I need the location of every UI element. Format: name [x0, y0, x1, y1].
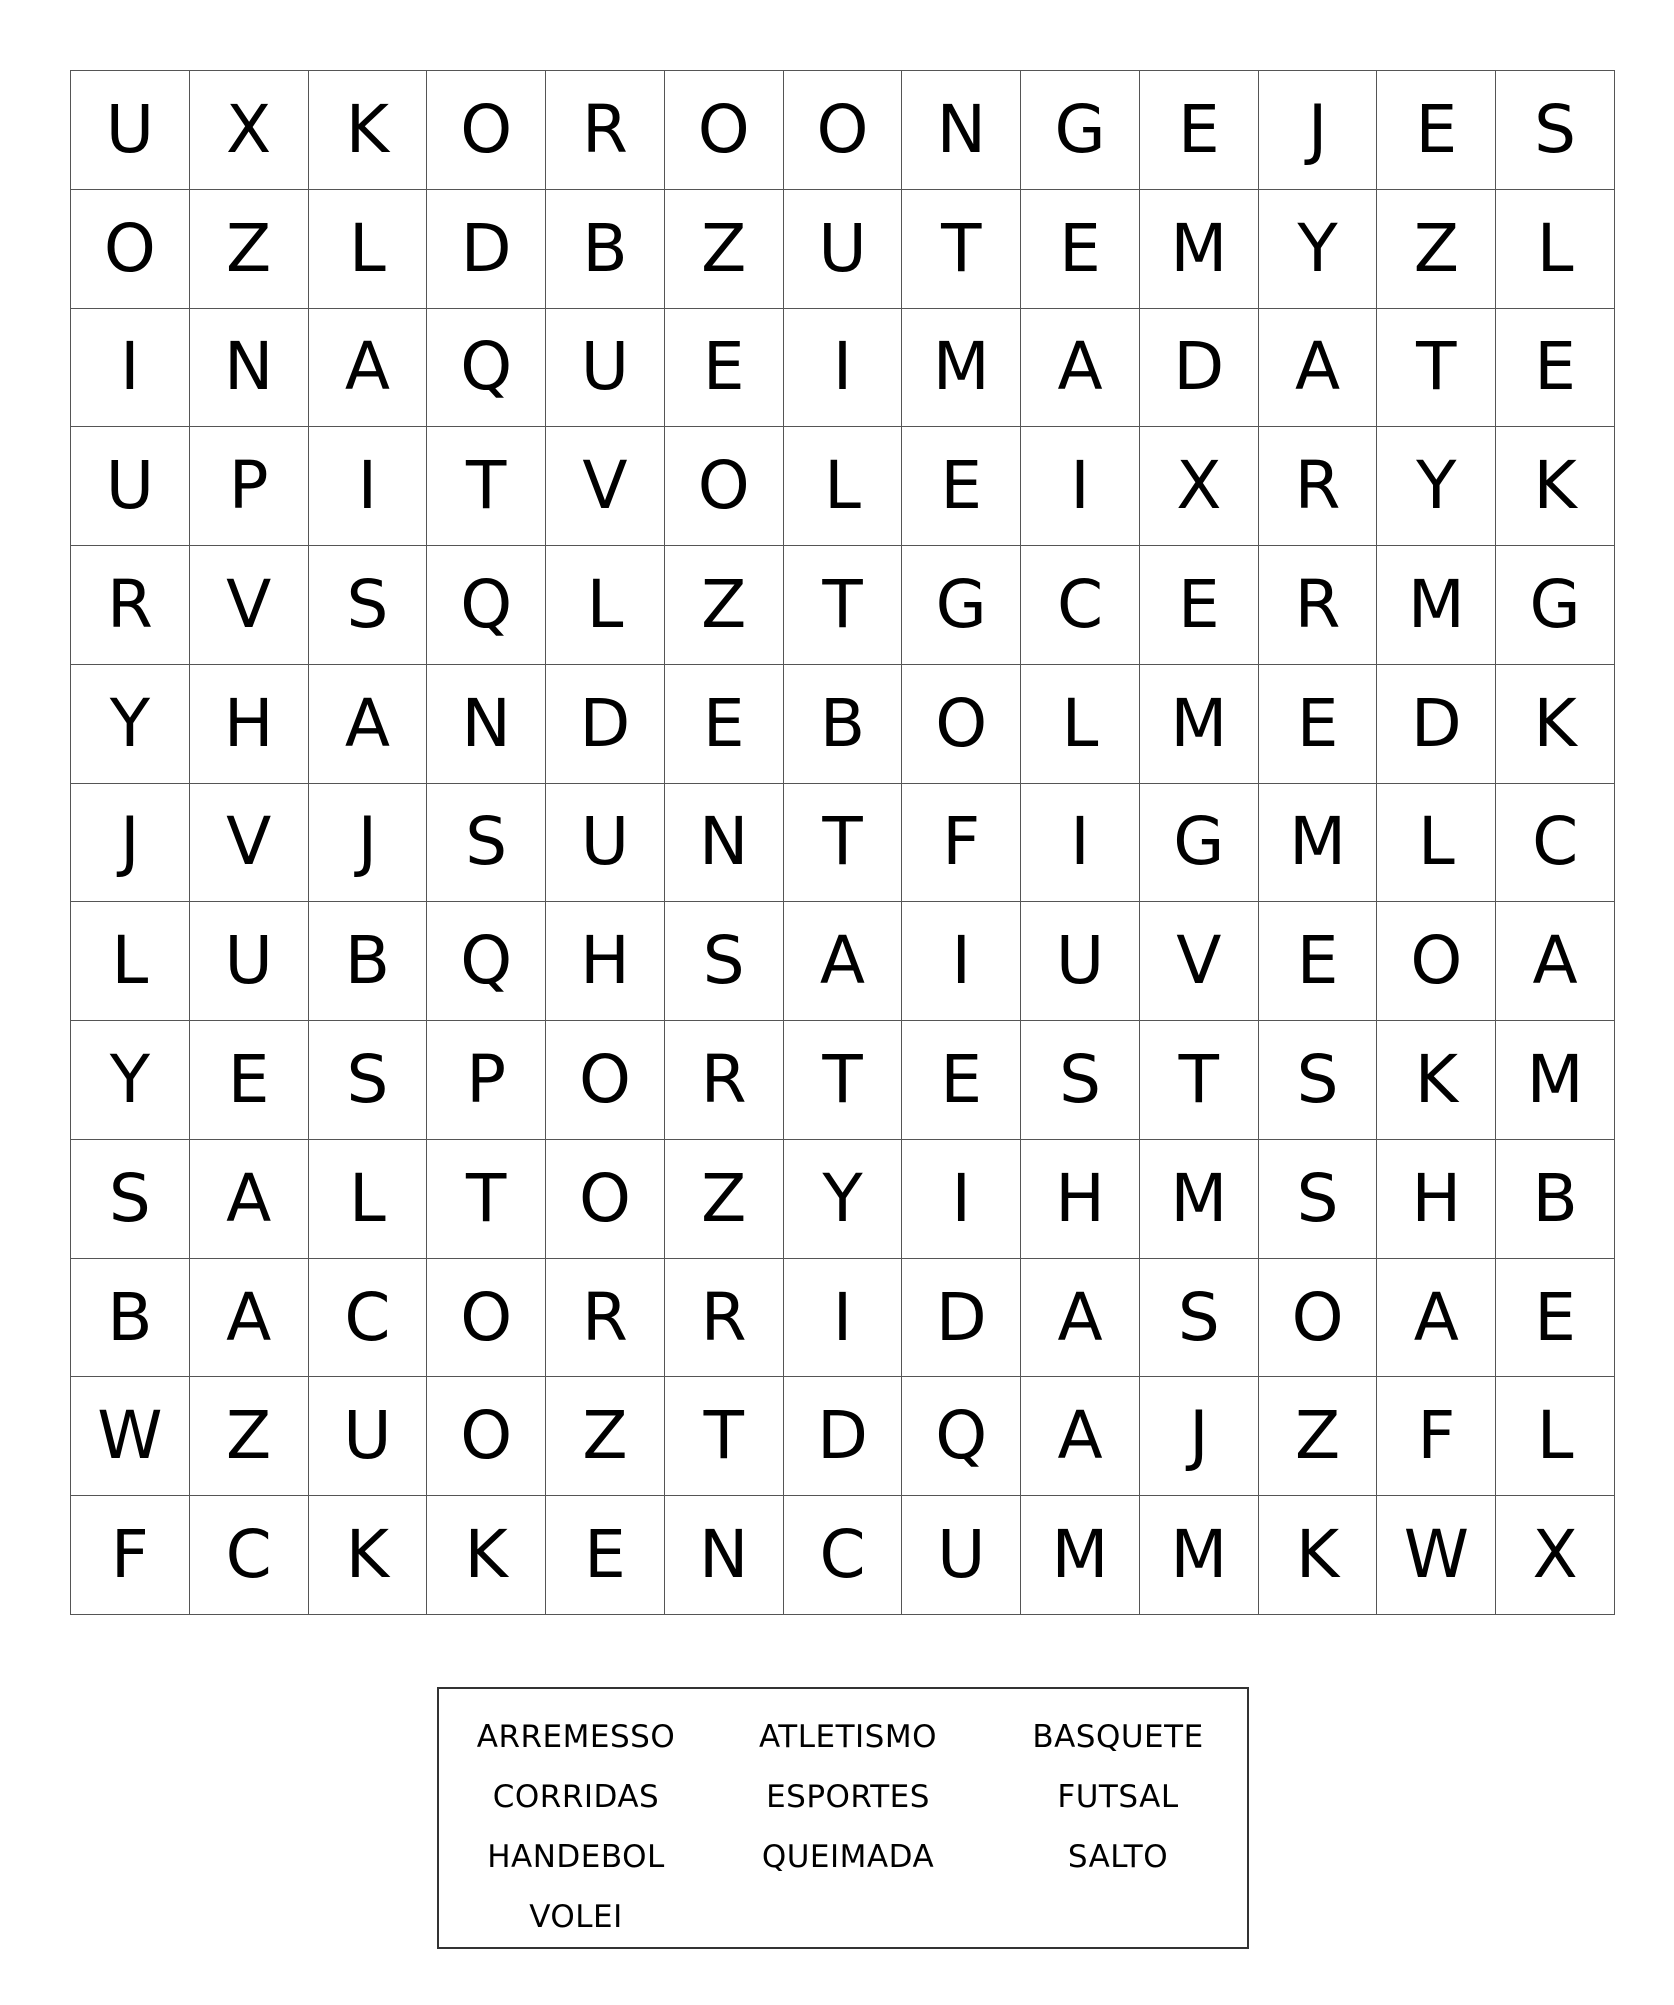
grid-cell[interactable]: L — [309, 1140, 428, 1259]
grid-cell[interactable]: I — [71, 309, 190, 428]
grid-cell[interactable]: T — [427, 427, 546, 546]
grid-cell[interactable]: Z — [1377, 190, 1496, 309]
grid-cell[interactable]: W — [1377, 1496, 1496, 1615]
grid-cell[interactable]: R — [1259, 546, 1378, 665]
word-list-item: HANDEBOL — [487, 1839, 665, 1875]
grid-cell[interactable]: S — [665, 902, 784, 1021]
grid-cell[interactable]: D — [427, 190, 546, 309]
grid-cell[interactable]: H — [1021, 1140, 1140, 1259]
grid-cell[interactable]: K — [1377, 1021, 1496, 1140]
grid-cell[interactable]: K — [1496, 665, 1615, 784]
grid-cell[interactable]: F — [902, 784, 1021, 903]
grid-cell[interactable]: N — [427, 665, 546, 784]
grid-cell[interactable]: A — [309, 665, 428, 784]
word-list-item: FUTSAL — [1057, 1779, 1179, 1815]
grid-cell[interactable]: N — [190, 309, 309, 428]
grid-cell[interactable]: K — [1496, 427, 1615, 546]
grid-cell[interactable]: E — [1140, 71, 1259, 190]
grid-cell[interactable]: I — [1021, 427, 1140, 546]
grid-cell[interactable]: A — [1021, 1377, 1140, 1496]
grid-cell[interactable]: I — [784, 309, 903, 428]
grid-cell[interactable]: O — [784, 71, 903, 190]
grid-cell[interactable]: Z — [190, 190, 309, 309]
grid-cell[interactable]: O — [427, 1259, 546, 1378]
grid-cell[interactable]: Q — [427, 309, 546, 428]
grid-cell[interactable]: O — [1259, 1259, 1378, 1378]
grid-cell[interactable]: J — [1259, 71, 1378, 190]
grid-cell[interactable]: S — [309, 1021, 428, 1140]
grid-cell[interactable]: G — [1496, 546, 1615, 665]
grid-cell[interactable]: C — [784, 1496, 903, 1615]
grid-cell[interactable]: M — [1021, 1496, 1140, 1615]
grid-cell[interactable]: Q — [902, 1377, 1021, 1496]
grid-cell[interactable]: T — [427, 1140, 546, 1259]
grid-cell[interactable]: I — [902, 902, 1021, 1021]
grid-cell[interactable]: X — [190, 71, 309, 190]
grid-cell[interactable]: M — [1140, 665, 1259, 784]
grid-cell[interactable]: K — [1259, 1496, 1378, 1615]
grid-cell[interactable]: Z — [546, 1377, 665, 1496]
grid-cell[interactable]: Q — [427, 546, 546, 665]
grid-cell[interactable]: M — [1140, 1496, 1259, 1615]
grid-cell[interactable]: P — [190, 427, 309, 546]
grid-cell[interactable]: A — [1021, 309, 1140, 428]
word-list-item: BASQUETE — [1032, 1719, 1204, 1755]
grid-cell[interactable]: T — [1377, 309, 1496, 428]
grid-cell[interactable]: Q — [427, 902, 546, 1021]
grid-cell[interactable]: B — [309, 902, 428, 1021]
grid-cell[interactable]: S — [427, 784, 546, 903]
grid-cell[interactable]: G — [902, 546, 1021, 665]
grid-cell[interactable]: R — [71, 546, 190, 665]
grid-cell[interactable]: I — [1021, 784, 1140, 903]
grid-cell[interactable]: I — [309, 427, 428, 546]
word-list-item: VOLEI — [529, 1899, 623, 1935]
grid-cell[interactable]: B — [784, 665, 903, 784]
grid-cell[interactable]: R — [546, 1259, 665, 1378]
grid-cell[interactable]: B — [1496, 1140, 1615, 1259]
grid-cell[interactable]: L — [1496, 190, 1615, 309]
grid-cell[interactable]: L — [71, 902, 190, 1021]
grid-cell[interactable]: M — [1140, 1140, 1259, 1259]
grid-cell[interactable]: Z — [665, 1140, 784, 1259]
grid-cell[interactable]: O — [546, 1140, 665, 1259]
grid-cell[interactable]: R — [546, 71, 665, 190]
grid-cell[interactable]: A — [190, 1259, 309, 1378]
grid-cell[interactable]: W — [71, 1377, 190, 1496]
word-list-item: ARREMESSO — [476, 1719, 676, 1755]
grid-cell[interactable]: R — [665, 1021, 784, 1140]
grid-cell[interactable]: Y — [1377, 427, 1496, 546]
grid-cell[interactable]: O — [427, 1377, 546, 1496]
grid-cell[interactable]: E — [190, 1021, 309, 1140]
grid-cell[interactable]: M — [902, 309, 1021, 428]
grid-cell[interactable]: K — [309, 1496, 428, 1615]
grid-cell[interactable]: E — [1496, 1259, 1615, 1378]
grid-cell[interactable]: U — [546, 309, 665, 428]
grid-cell[interactable]: P — [427, 1021, 546, 1140]
grid-cell[interactable]: V — [546, 427, 665, 546]
word-list-box — [437, 1687, 1249, 1949]
word-list — [439, 1707, 1247, 1947]
grid-cell[interactable]: L — [1021, 665, 1140, 784]
grid-cell[interactable]: J — [309, 784, 428, 903]
grid-cell[interactable]: O — [902, 665, 1021, 784]
grid-cell[interactable]: Y — [784, 1140, 903, 1259]
word-list-item: SALTO — [1067, 1839, 1169, 1875]
letter-grid — [70, 70, 1615, 1615]
grid-cell[interactable]: E — [1259, 902, 1378, 1021]
grid-cell[interactable]: E — [1377, 71, 1496, 190]
grid-cell[interactable]: Y — [71, 1021, 190, 1140]
grid-cell[interactable]: S — [1496, 71, 1615, 190]
grid-cell[interactable]: U — [190, 902, 309, 1021]
grid-cell[interactable]: N — [665, 784, 784, 903]
word-list-item: QUEIMADA — [761, 1839, 935, 1875]
grid-cell[interactable]: E — [1496, 309, 1615, 428]
grid-cell[interactable]: U — [71, 427, 190, 546]
grid-cell[interactable]: V — [190, 546, 309, 665]
grid-cell[interactable]: X — [1140, 427, 1259, 546]
grid-cell[interactable]: U — [784, 190, 903, 309]
grid-cell[interactable]: Y — [71, 665, 190, 784]
grid-cell[interactable]: A — [1259, 309, 1378, 428]
grid-cell[interactable]: U — [71, 71, 190, 190]
grid-cell[interactable]: H — [546, 902, 665, 1021]
grid-cell[interactable]: L — [546, 546, 665, 665]
grid-cell[interactable]: J — [1140, 1377, 1259, 1496]
grid-cell[interactable]: V — [190, 784, 309, 903]
grid-cell[interactable]: F — [1377, 1377, 1496, 1496]
grid-cell[interactable]: M — [1259, 784, 1378, 903]
grid-cell[interactable]: S — [1021, 1021, 1140, 1140]
grid-cell[interactable]: O — [427, 71, 546, 190]
grid-cell[interactable]: E — [1259, 665, 1378, 784]
grid-cell[interactable]: B — [546, 190, 665, 309]
grid-cell[interactable]: R — [665, 1259, 784, 1378]
grid-cell[interactable]: S — [71, 1140, 190, 1259]
grid-cell[interactable]: T — [1140, 1021, 1259, 1140]
grid-cell[interactable]: S — [309, 546, 428, 665]
grid-cell[interactable]: M — [1496, 1021, 1615, 1140]
grid-cell[interactable]: E — [1021, 190, 1140, 309]
grid-cell[interactable]: Z — [665, 546, 784, 665]
grid-cell[interactable]: A — [190, 1140, 309, 1259]
grid-cell[interactable]: E — [902, 1021, 1021, 1140]
grid-cell[interactable]: T — [902, 190, 1021, 309]
grid-cell[interactable]: S — [1259, 1140, 1378, 1259]
grid-cell[interactable]: A — [1377, 1259, 1496, 1378]
grid-cell[interactable]: Z — [665, 190, 784, 309]
grid-cell[interactable]: A — [309, 309, 428, 428]
grid-cell[interactable]: Z — [1259, 1377, 1378, 1496]
grid-cell[interactable]: E — [546, 1496, 665, 1615]
grid-cell[interactable]: M — [1377, 546, 1496, 665]
grid-cell[interactable]: C — [1496, 784, 1615, 903]
grid-cell[interactable]: U — [902, 1496, 1021, 1615]
grid-cell[interactable]: N — [665, 1496, 784, 1615]
grid-cell[interactable]: D — [1377, 665, 1496, 784]
grid-cell[interactable]: S — [1259, 1021, 1378, 1140]
grid-cell[interactable]: E — [665, 665, 784, 784]
grid-cell[interactable]: E — [1140, 546, 1259, 665]
grid-cell[interactable]: G — [1021, 71, 1140, 190]
grid-cell[interactable]: O — [546, 1021, 665, 1140]
word-list-item: ATLETISMO — [759, 1719, 937, 1755]
grid-cell[interactable]: L — [1496, 1377, 1615, 1496]
grid-cell[interactable]: C — [190, 1496, 309, 1615]
grid-cell[interactable]: E — [665, 309, 784, 428]
grid-cell[interactable]: N — [902, 71, 1021, 190]
grid-cell[interactable]: D — [1140, 309, 1259, 428]
grid-cell[interactable]: K — [427, 1496, 546, 1615]
grid-cell[interactable]: T — [784, 1021, 903, 1140]
grid-cell[interactable]: E — [902, 427, 1021, 546]
grid-cell[interactable]: D — [546, 665, 665, 784]
grid-cell[interactable]: L — [1377, 784, 1496, 903]
grid-cell[interactable]: K — [309, 71, 428, 190]
grid-cell[interactable]: U — [546, 784, 665, 903]
grid-cell[interactable]: O — [665, 427, 784, 546]
grid-cell[interactable]: I — [902, 1140, 1021, 1259]
word-list-item: ESPORTES — [766, 1779, 930, 1815]
grid-cell[interactable]: Z — [190, 1377, 309, 1496]
grid-cell[interactable]: X — [1496, 1496, 1615, 1615]
grid-cell[interactable]: U — [1021, 902, 1140, 1021]
grid-cell[interactable]: T — [665, 1377, 784, 1496]
grid-cell[interactable]: J — [71, 784, 190, 903]
grid-cell[interactable]: A — [784, 902, 903, 1021]
grid-cell[interactable]: D — [784, 1377, 903, 1496]
grid-cell[interactable]: U — [309, 1377, 428, 1496]
grid-cell[interactable]: F — [71, 1496, 190, 1615]
grid-cell[interactable]: O — [1377, 902, 1496, 1021]
grid-cell[interactable]: B — [71, 1259, 190, 1378]
grid-cell[interactable]: L — [309, 190, 428, 309]
grid-cell[interactable]: R — [1259, 427, 1378, 546]
grid-cell[interactable]: O — [71, 190, 190, 309]
grid-cell[interactable]: A — [1021, 1259, 1140, 1378]
word-list-item: CORRIDAS — [492, 1779, 660, 1815]
grid-cell[interactable]: I — [784, 1259, 903, 1378]
grid-cell[interactable]: H — [1377, 1140, 1496, 1259]
grid-cell[interactable]: D — [902, 1259, 1021, 1378]
grid-cell[interactable]: S — [1140, 1259, 1259, 1378]
grid-cell[interactable]: H — [190, 665, 309, 784]
grid-cell[interactable]: C — [1021, 546, 1140, 665]
grid-cell[interactable]: C — [309, 1259, 428, 1378]
grid-cell[interactable]: A — [1496, 902, 1615, 1021]
grid-cell[interactable]: T — [784, 546, 903, 665]
grid-cell[interactable]: O — [665, 71, 784, 190]
grid-cell[interactable]: V — [1140, 902, 1259, 1021]
grid-cell[interactable]: L — [784, 427, 903, 546]
grid-cell[interactable]: T — [784, 784, 903, 903]
grid-cell[interactable]: Y — [1259, 190, 1378, 309]
grid-cell[interactable]: G — [1140, 784, 1259, 903]
grid-cell[interactable]: M — [1140, 190, 1259, 309]
